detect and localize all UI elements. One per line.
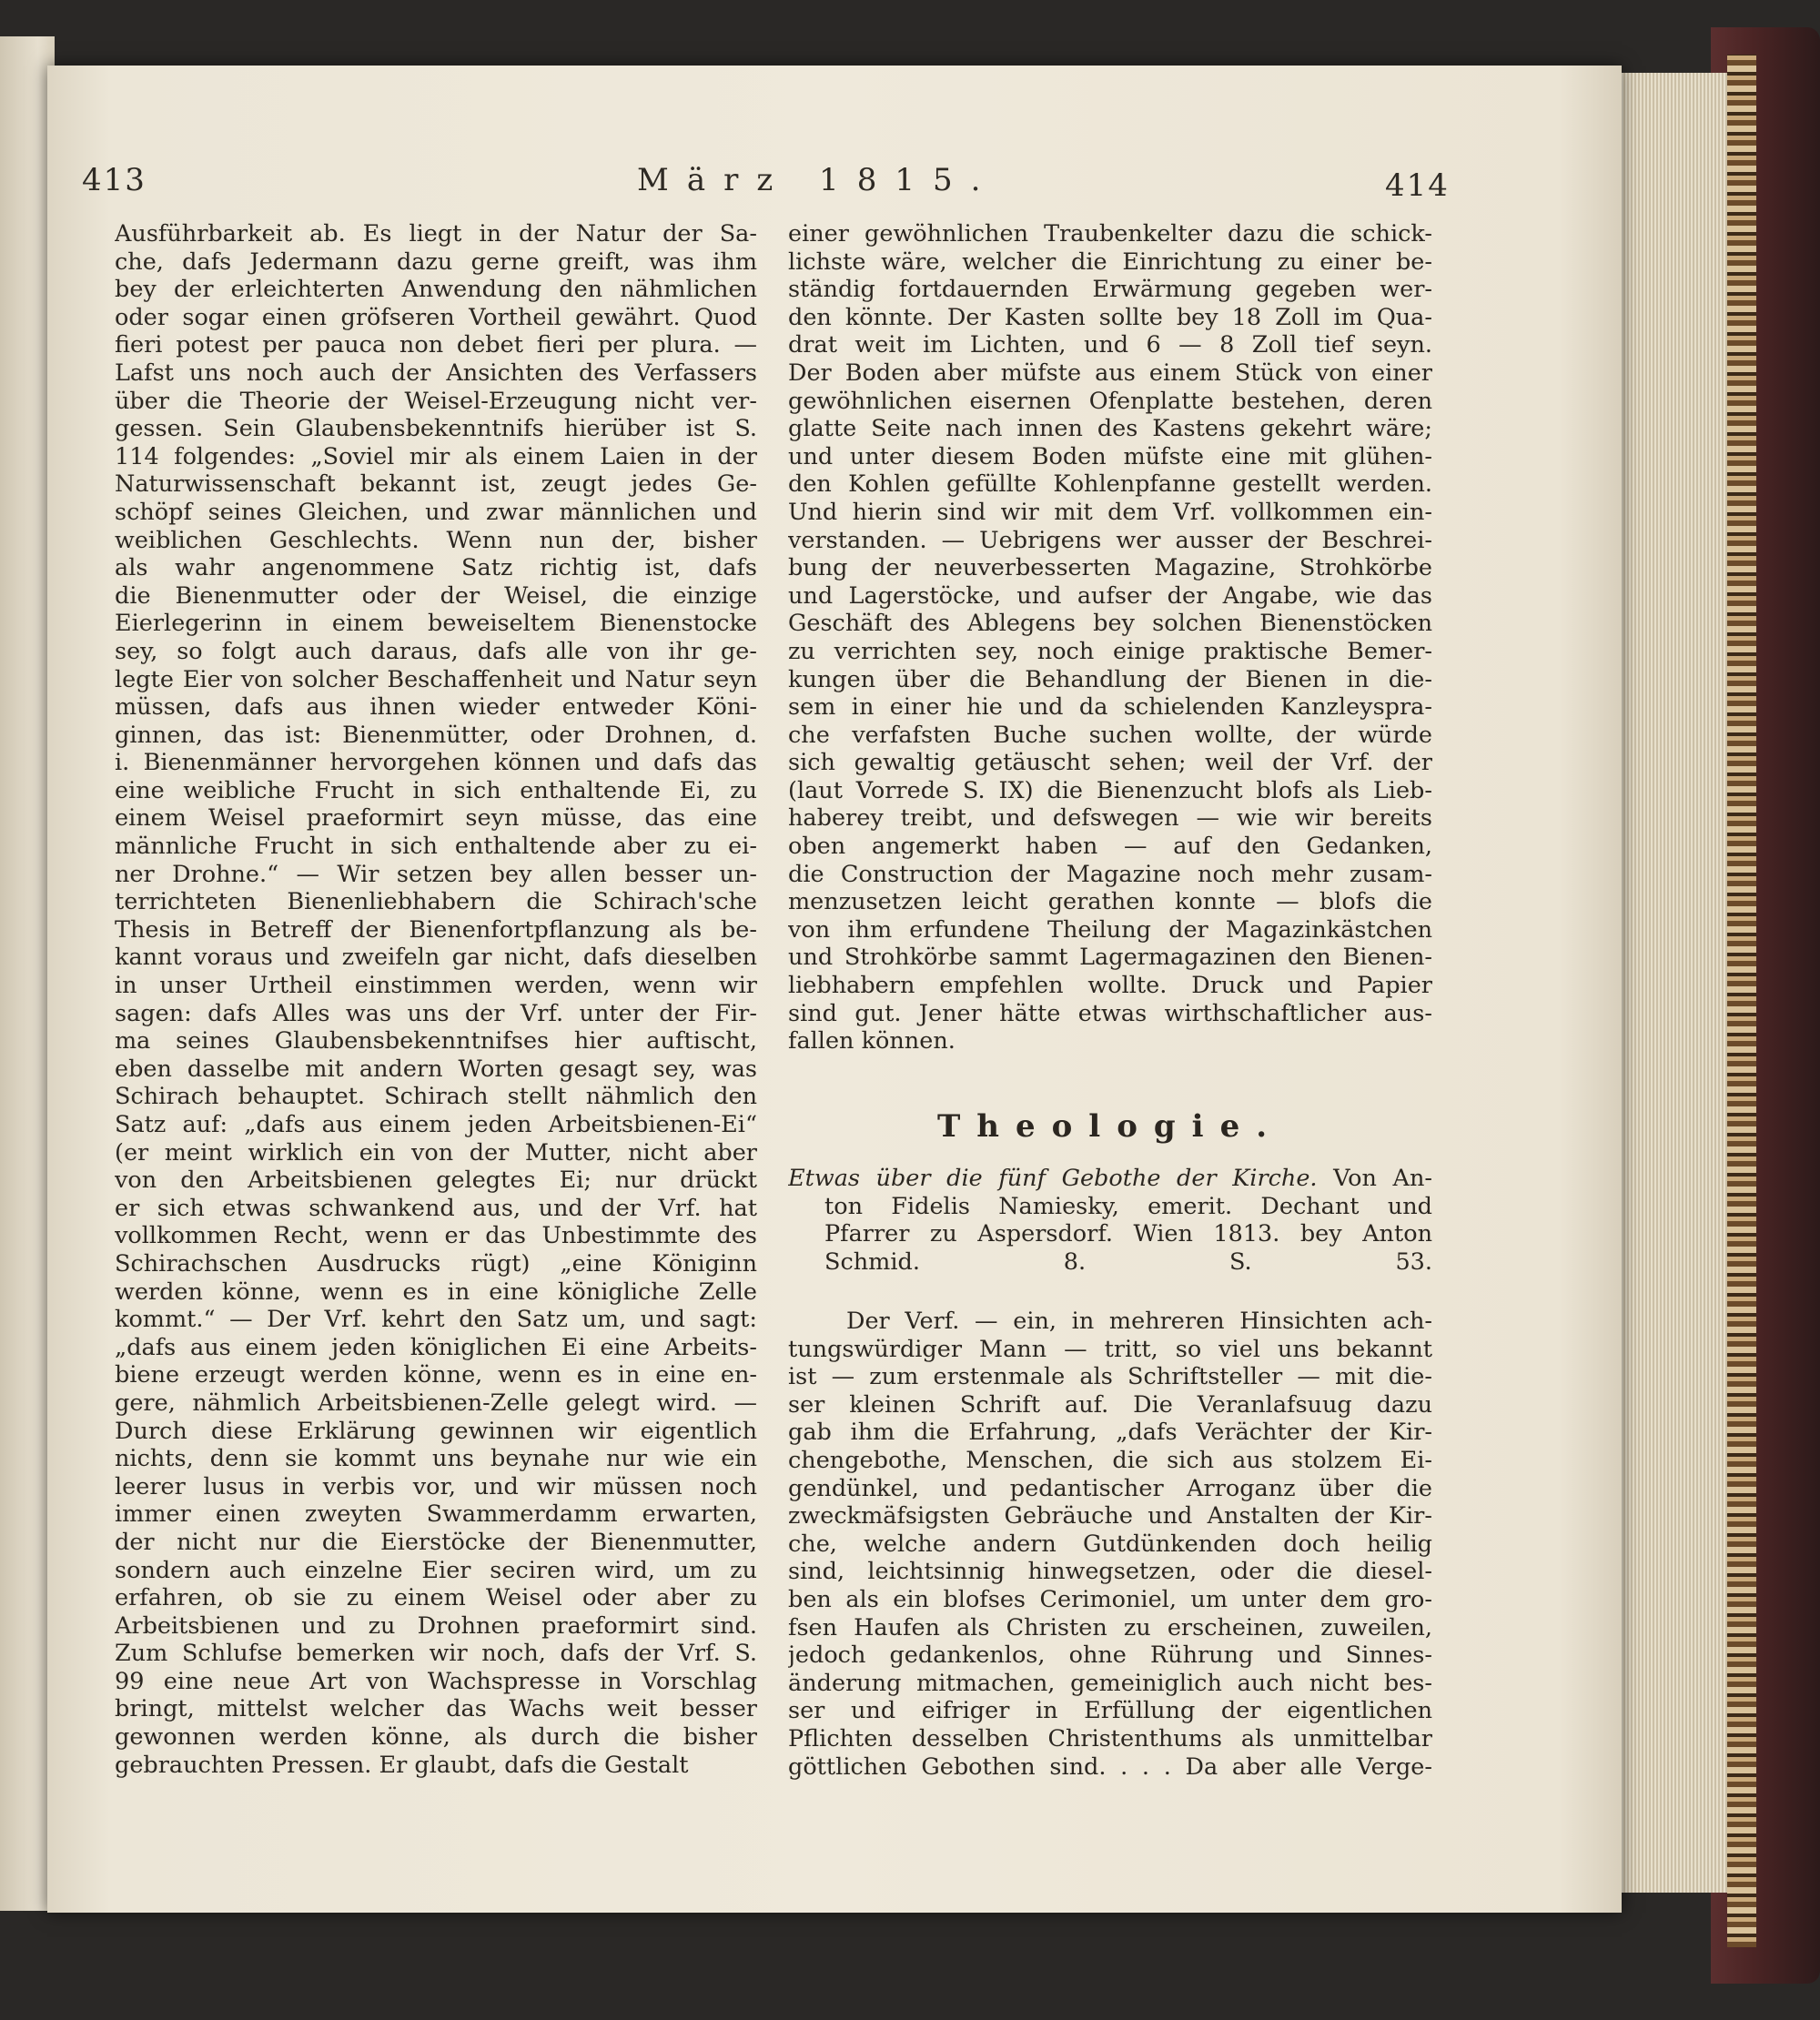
text-line: (laut Vorrede S. IX) die Bienenzucht blofs als Lieb- xyxy=(788,776,1432,804)
text-line: gewonnen werden könne, als durch die bisher xyxy=(115,1723,757,1752)
text-line: „dafs aus einem jeden königlichen Ei eine Arbeits- xyxy=(115,1333,757,1361)
text-line: gewöhnlichen eisernen Ofenplatte bestehen, deren xyxy=(788,387,1432,415)
text-line: fieri potest per pauca non debet fieri per plura. — xyxy=(115,331,757,359)
text-line: den Kohlen gefüllte Kohlenpfanne gestellt werden. xyxy=(788,470,1432,499)
text-line: che, welche andern Gutdünkenden doch heilig xyxy=(788,1530,1432,1558)
text-line: und Lagerstöcke, und aufser der Angabe, wie das xyxy=(788,581,1432,610)
text-line: weiblichen Geschlechts. Wenn nun der, bisher xyxy=(115,526,757,554)
text-line: und unter diesem Boden müfste eine mit glühen- xyxy=(788,442,1432,470)
text-line: sem in einer hie und da schielenden Kanzleyspra- xyxy=(788,693,1432,722)
text-line: sind, leichtsinnig hinwegsetzen, oder die diesel- xyxy=(788,1558,1432,1586)
text-line: gessen. Sein Glaubensbekenntnifs hierüber ist S. xyxy=(115,415,757,443)
right-column-top xyxy=(788,220,1432,1055)
text-line: immer einen zweyten Swammerdamm erwarten, xyxy=(115,1500,757,1529)
text-line: che verfafsten Buche suchen wollte, der würde xyxy=(788,721,1432,749)
text-line: tungswürdiger Mann — tritt, so viel uns bekannt xyxy=(788,1335,1432,1363)
text-line: Naturwissenschaft bekannt ist, zeugt jedes Ge- xyxy=(115,470,757,499)
text-line: Geschäft des Ablegens bey solchen Bienenstöcken xyxy=(788,610,1432,638)
text-line: ist — zum erstenmale als Schriftsteller — mit die- xyxy=(788,1363,1432,1391)
page-header xyxy=(0,162,1820,207)
section-heading: Theologie. xyxy=(936,1108,1284,1145)
text-line: über die Theorie der Weisel-Erzeugung nicht ver- xyxy=(115,387,757,415)
text-line: sey, so folgt auch daraus, dafs alle von ihr ge- xyxy=(115,637,757,665)
citation-author-start: Von An- xyxy=(1333,1165,1432,1192)
book-citation xyxy=(788,1165,1432,1276)
text-line: gere, nähmlich Arbeitsbienen-Zelle gelegt wird. — xyxy=(115,1389,757,1417)
text-line: die Bienenmutter oder der Weisel, die einzige xyxy=(115,581,757,610)
text-line: sondern auch einzelne Eier seciren wird, um zu xyxy=(115,1556,757,1584)
text-line: Ausführbarkeit ab. Es liegt in der Natur der Sa- xyxy=(115,220,757,247)
text-line: oder sogar einen gröfseren Vortheil gewährt. Quod xyxy=(115,303,757,331)
text-line: von den Arbeitsbienen gelegtes Ei; nur drückt xyxy=(115,1167,757,1195)
text-line: ser kleinen Schrift auf. Die Veranlafsuug dazu xyxy=(788,1390,1432,1419)
text-line: Eierlegerinn in einem beweiseltem Bienenstocke xyxy=(115,610,757,638)
review-body xyxy=(788,1308,1432,1781)
text-line: Zum Schlufse bemerken wir noch, dafs der Vrf. S. xyxy=(115,1640,757,1668)
text-line: Thesis in Betreff der Bienenfortpflanzung als be- xyxy=(115,915,757,944)
text-line: einem Weisel praeformirt seyn müsse, das eine xyxy=(115,804,757,833)
marbled-edge xyxy=(1727,55,1756,1947)
text-line: den könnte. Der Kasten sollte bey 18 Zoll im Qua- xyxy=(788,303,1432,331)
text-line: drat weit im Lichten, und 6 — 8 Zoll tief seyn. xyxy=(788,331,1432,359)
citation-line-1 xyxy=(788,1165,1432,1193)
text-line: kungen über die Behandlung der Bienen in die- xyxy=(788,665,1432,693)
text-line: in unser Urtheil einstimmen werden, wenn wir xyxy=(115,972,757,1000)
text-line: er sich etwas schwankend aus, und der Vrf. hat xyxy=(115,1194,757,1222)
text-line: kannt voraus und zweifeln gar nicht, dafs dieselben xyxy=(115,944,757,972)
text-line: göttlichen Gebothen sind. . . . Da aber alle Verge- xyxy=(788,1752,1432,1781)
text-line: Der Verf. — ein, in mehreren Hinsichten ach- xyxy=(846,1308,1432,1335)
text-line: eine weibliche Frucht in sich enthaltende Ei, zu xyxy=(115,776,757,804)
text-line: von ihm erfundene Theilung der Magazinkästchen xyxy=(788,915,1432,944)
text-line: Schirach behauptet. Schirach stellt nähmlich den xyxy=(115,1083,757,1111)
text-line: Schirachschen Ausdrucks rügt) „eine Königinn xyxy=(115,1249,757,1278)
text-line: kommt.“ — Der Vrf. kehrt den Satz um, und sagt: xyxy=(115,1306,757,1334)
text-line: müssen, dafs aus ihnen wieder entweder Köni- xyxy=(115,693,757,722)
text-line: haberey treibt, und defswegen — wie wir bereits xyxy=(788,804,1432,833)
text-line: glatte Seite nach innen des Kastens gekehrt wäre; xyxy=(788,415,1432,443)
text-line: bung der neuverbesserten Magazine, Strohkörbe xyxy=(788,554,1432,582)
text-line: schöpf seines Gleichen, und zwar männlichen und xyxy=(115,498,757,526)
text-line: (er meint wirklich ein von der Mutter, nicht aber xyxy=(115,1138,757,1167)
text-line: Durch diese Erklärung gewinnen wir eigentlich xyxy=(115,1417,757,1445)
text-line: zu verrichten sey, noch einige praktische Bemer- xyxy=(788,637,1432,665)
text-line: zweckmäfsigsten Gebräuche und Anstalten der Kir- xyxy=(788,1502,1432,1530)
left-page-edge xyxy=(0,36,55,1911)
text-line: und Strohkörbe sammt Lagermagazinen den Bienen- xyxy=(788,944,1432,972)
text-line: Lafst uns noch auch der Ansichten des Verfassers xyxy=(115,359,757,387)
citation-line-4: Schmid. 8. S. 53. xyxy=(824,1247,1432,1276)
text-line: der nicht nur die Eierstöcke der Bienenmutter, xyxy=(115,1528,757,1556)
text-line: Pflichten desselben Christenthums als unmittelbar xyxy=(788,1724,1432,1752)
text-line: menzusetzen leicht gerathen konnte — blofs die xyxy=(788,888,1432,916)
running-head: März 1815. xyxy=(637,162,999,198)
text-line: i. Bienenmänner hervorgehen können und dafs das xyxy=(115,749,757,777)
text-line: gebrauchten Pressen. Er glaubt, dafs die Gestalt xyxy=(115,1751,689,1779)
text-line: gab ihm die Erfahrung, „dafs Verächter der Kir- xyxy=(788,1419,1432,1447)
text-line: leerer lusus in verbis vor, und wir müssen noch xyxy=(115,1472,757,1500)
text-line: sich gewaltig getäuscht sehen; weil der Vrf. der xyxy=(788,749,1432,777)
citation-line-3: Pfarrer zu Aspersdorf. Wien 1813. bey Anton xyxy=(824,1220,1432,1248)
citation-title: Etwas über die fünf Gebothe der Kirche. xyxy=(788,1165,1318,1192)
text-line: bey der erleichterten Anwendung den nähmlichen xyxy=(115,276,757,304)
text-line: oben angemerkt haben — auf den Gedanken, xyxy=(788,833,1432,861)
text-line: gendünkel, und pedantischer Arroganz über die xyxy=(788,1474,1432,1502)
text-line: 114 folgendes: „Soviel mir als einem Laien in der xyxy=(115,442,757,470)
text-line: werden könne, wenn es in eine königliche Zelle xyxy=(115,1278,757,1306)
text-line: ma seines Glaubensbekenntnifses hier auftischt, xyxy=(115,1027,757,1055)
text-line: nichts, denn sie kommt uns beynahe nur wie ein xyxy=(115,1445,757,1473)
text-line: fsen Haufen als Christen zu erscheinen, zuweilen, xyxy=(788,1613,1432,1641)
text-line: ner Drohne.“ — Wir setzen bey allen besser un- xyxy=(115,860,757,888)
left-column xyxy=(115,220,757,1779)
text-line: biene erzeugt werden könne, wenn es in eine en- xyxy=(115,1361,757,1389)
text-line: einer gewöhnlichen Traubenkelter dazu die schick- xyxy=(788,220,1432,247)
text-line: Arbeitsbienen und zu Drohnen praeformirt sind. xyxy=(115,1611,757,1640)
text-line: männliche Frucht in sich enthaltende aber zu ei- xyxy=(115,833,757,861)
text-line: che, dafs Jedermann dazu gerne greift, was ihm xyxy=(115,247,757,276)
text-line: ständig fortdauernden Erwärmung gegeben wer- xyxy=(788,276,1432,304)
text-line: Der Boden aber müfste aus einem Stück von einer xyxy=(788,359,1432,387)
text-line: verstanden. — Uebrigens wer ausser der Beschrei- xyxy=(788,526,1432,554)
text-line: eben dasselbe mit andern Worten gesagt sey, was xyxy=(115,1055,757,1083)
page-number-right: 414 xyxy=(1385,167,1450,204)
text-line: die Construction der Magazine noch mehr zusam- xyxy=(788,860,1432,888)
text-line: 99 eine neue Art von Wachspresse in Vorschlag xyxy=(115,1667,757,1695)
text-line: Satz auf: „dafs aus einem jeden Arbeitsbienen-Ei“ xyxy=(115,1111,757,1138)
text-line: terrichteten Bienenliebhabern die Schirach'sche xyxy=(115,888,757,916)
text-line: ser und eifriger in Erfüllung der eigentlichen xyxy=(788,1697,1432,1725)
text-line: sind gut. Jener hätte etwas wirthschaftlicher aus- xyxy=(788,999,1432,1027)
text-line: bringt, mittelst welcher das Wachs weit besser xyxy=(115,1695,757,1723)
text-line: chengebothe, Menschen, die sich aus stolzem Ei- xyxy=(788,1446,1432,1474)
text-line: vollkommen Recht, wenn er das Unbestimmte des xyxy=(115,1222,757,1250)
text-line: legte Eier von solcher Beschaffenheit und Natur seyn xyxy=(115,665,757,693)
text-line: Und hierin sind wir mit dem Vrf. vollkommen ein- xyxy=(788,498,1432,526)
text-line: jedoch gedankenlos, ohne Rührung und Sinnes- xyxy=(788,1641,1432,1670)
text-line: änderung mitmachen, gemeiniglich auch nicht bes- xyxy=(788,1669,1432,1697)
page-number-left: 413 xyxy=(82,162,147,198)
text-line: sagen: dafs Alles was uns der Vrf. unter der Fir- xyxy=(115,999,757,1027)
page-block-edge xyxy=(1618,73,1727,1893)
text-line: lichste wäre, welcher die Einrichtung zu einer be- xyxy=(788,247,1432,276)
text-line: als wahr angenommene Satz richtig ist, dafs xyxy=(115,554,757,582)
text-line: fallen können. xyxy=(788,1027,956,1055)
text-line: erfahren, ob sie zu einem Weisel oder aber zu xyxy=(115,1584,757,1612)
text-line: ginnen, das ist: Bienenmütter, oder Drohnen, d. xyxy=(115,721,757,749)
citation-line-2: ton Fidelis Namiesky, emerit. Dechant und xyxy=(824,1192,1432,1220)
text-line: ben als ein blofses Cerimoniel, um unter dem gro- xyxy=(788,1585,1432,1613)
text-line: liebhabern empfehlen wollte. Druck und Papier xyxy=(788,972,1432,1000)
